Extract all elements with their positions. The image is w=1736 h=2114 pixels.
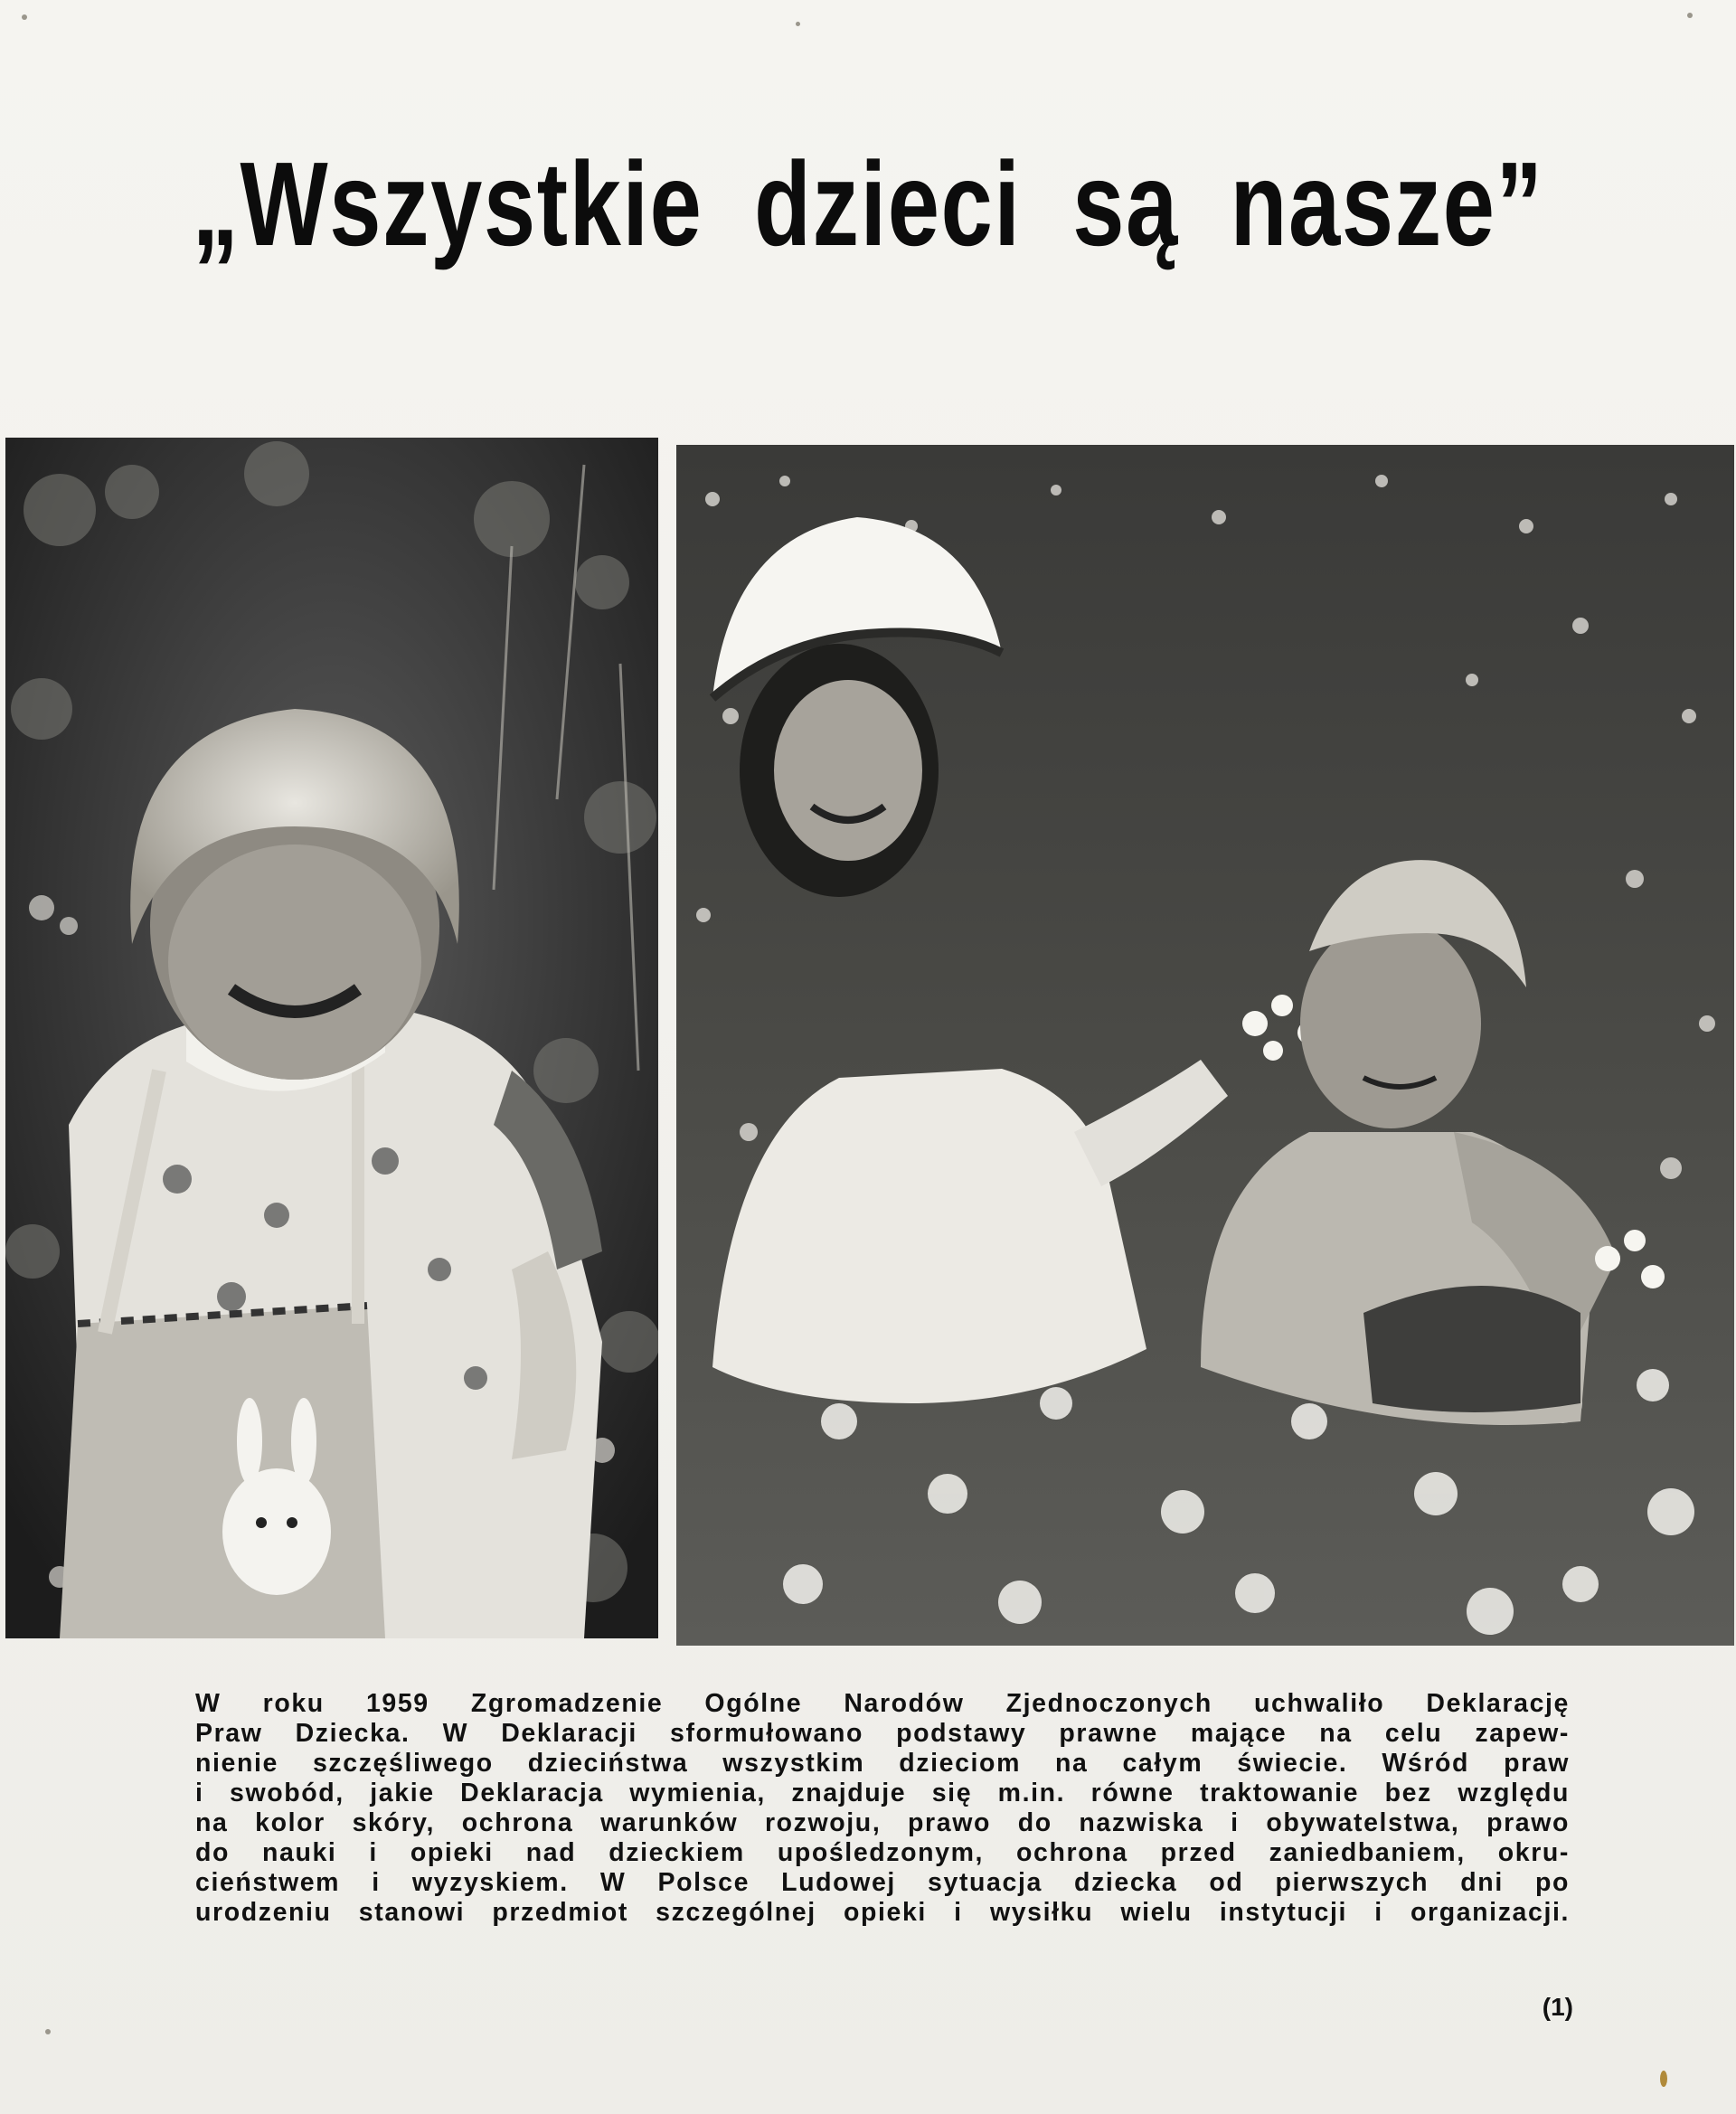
body-line: Praw Dziecka. W Deklaracji sformułowano podstawy prawne mające na celu zapew- — [195, 1719, 1570, 1748]
body-line: urodzeniu stanowi przedmiot szczególnej opieki i wysiłku wielu instytucji i organizacji. — [195, 1898, 1570, 1927]
body-line: W roku 1959 Zgromadzenie Ogólne Narodów Zjednoczonych uchwaliło Deklarację — [195, 1689, 1570, 1718]
body-line: nienie szczęśliwego dzieciństwa wszystkim dzieciom na całym świecie. Wśród praw — [195, 1749, 1570, 1778]
paper-speck — [22, 14, 27, 20]
photo-child-illustration — [5, 438, 658, 1638]
paper-speck — [45, 2029, 51, 2034]
photo-meadow-illustration — [676, 445, 1734, 1646]
body-line: na kolor skóry, ochrona warunków rozwoju, prawo do nazwiska i obywatelstwa, prawo — [195, 1808, 1570, 1837]
paper-speck — [1687, 13, 1693, 18]
paper-speck — [796, 22, 800, 26]
body-line: do nauki i opieki nad dzieckiem upośledzonym, ochrona przed zaniedbaniem, okru- — [195, 1838, 1570, 1867]
photo-child-with-bag — [5, 438, 658, 1638]
paper-speck — [1660, 2071, 1667, 2087]
body-line: cieństwem i wyzyskiem. W Polsce Ludowej sytuacja dziecka od pierwszych dni po — [195, 1868, 1570, 1897]
photo-two-children-in-meadow — [676, 445, 1734, 1646]
page-reference: (1) — [1542, 1993, 1573, 2021]
page-title: „Wszystkie dzieci są nasze” — [192, 137, 1544, 270]
body-line: i swobód, jakie Deklaracja wymienia, znajduje się m.in. równe traktowanie bez względu — [195, 1779, 1570, 1807]
body-paragraph — [195, 1689, 1570, 1928]
